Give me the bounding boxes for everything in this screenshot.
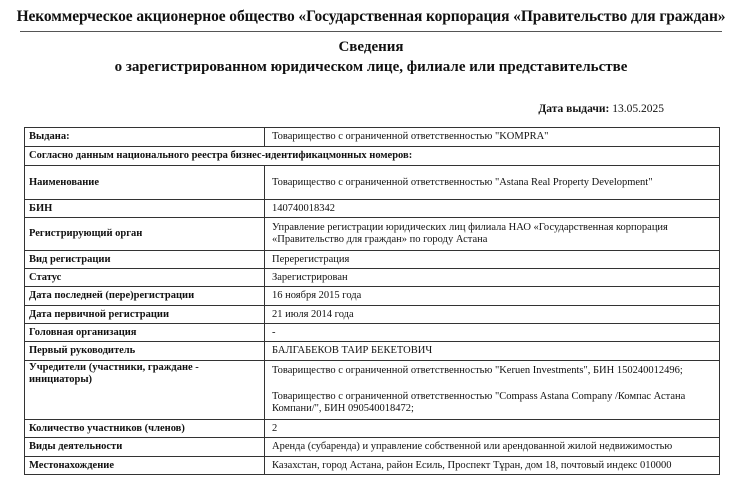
last-reg-label: Дата последней (пере)регистрации [25, 287, 265, 306]
parent-org-label: Головная организация [25, 324, 265, 342]
reg-type-value: Перерегистрация [265, 251, 720, 269]
table-row-registry-note [25, 147, 720, 166]
location-value: Казахстан, город Астана, район Есиль, Проспект Тұран, дом 18, почтовый индекс 010000 [265, 457, 720, 475]
bin-value: 140740018342 [265, 200, 720, 218]
table-row-issued-to [25, 128, 720, 147]
head-value: БАЛГАБЕКОВ ТАИР БЕКЕТОВИЧ [265, 342, 720, 361]
reg-type-label: Вид регистрации [25, 251, 265, 269]
first-reg-value: 21 июля 2014 года [265, 306, 720, 324]
table-row-members-count [25, 420, 720, 438]
location-label: Местонахождение [25, 457, 265, 475]
header-divider [20, 31, 722, 32]
last-reg-value: 16 ноября 2015 года [265, 287, 720, 306]
table-row-reg-type [25, 251, 720, 269]
status-label: Статус [25, 269, 265, 287]
table-row-last-reg [25, 287, 720, 306]
founders-value [265, 361, 720, 420]
table-row-first-reg [25, 306, 720, 324]
table-row-bin [25, 200, 720, 218]
registrar-label: Регистрирующий орган [25, 218, 265, 251]
name-label: Наименование [25, 166, 265, 200]
head-label: Первый руководитель [25, 342, 265, 361]
issue-date-value: 13.05.2025 [612, 103, 664, 115]
founder-item: Товарищество с ограниченной ответственностью "Compass Astana Company /Компас Астана Компани/", БИН 090540018472; [272, 391, 686, 414]
issue-date-line [538, 103, 664, 115]
registry-note: Согласно данным национального реестра бизнес-идентификацмонных номеров: [25, 147, 720, 166]
table-row-registrar [25, 218, 720, 251]
founders-label: Учредители (участники, граждане - инициаторы) [25, 361, 265, 420]
table-row-parent [25, 324, 720, 342]
table-row-status [25, 269, 720, 287]
first-reg-label: Дата первичной регистрации [25, 306, 265, 324]
table-row-founders [25, 361, 720, 420]
issued-to-label: Выдана: [25, 128, 265, 147]
document-subtitle: о зарегистрированном юридическом лице, филиале или представительстве [114, 59, 628, 75]
bin-label: БИН [25, 200, 265, 218]
parent-org-value: - [265, 324, 720, 342]
table-row-name [25, 166, 720, 200]
document-title: Сведения [338, 39, 404, 55]
organization-header: Некоммерческое акционерное общество «Государственная корпорация «Правительство для граждан» [16, 8, 726, 25]
members-count-label: Количество участников (членов) [25, 420, 265, 438]
registrar-value: Управление регистрации юридических лиц филиала НАО «Государственная корпорация «Правительство для граждан» по городу Астана [265, 218, 720, 251]
table-row-activity [25, 438, 720, 457]
activity-label: Виды деятельности [25, 438, 265, 457]
table-row-head [25, 342, 720, 361]
name-value: Товарищество с ограниченной ответственностью "Astana Real Property Development" [265, 166, 720, 200]
registration-table [24, 127, 720, 475]
issued-to-value: Товарищество с ограниченной ответственностью "KOMPRA" [265, 128, 720, 147]
founder-item: Товарищество с ограниченной ответственностью "Keruen Investments", БИН 150240012496; [272, 365, 683, 376]
status-value: Зарегистрирован [265, 269, 720, 287]
activity-value: Аренда (субаренда) и управление собственной или арендованной жилой недвижимостью [265, 438, 720, 457]
issue-date-label: Дата выдачи: [538, 103, 610, 115]
members-count-value: 2 [265, 420, 720, 438]
table-row-location [25, 457, 720, 475]
